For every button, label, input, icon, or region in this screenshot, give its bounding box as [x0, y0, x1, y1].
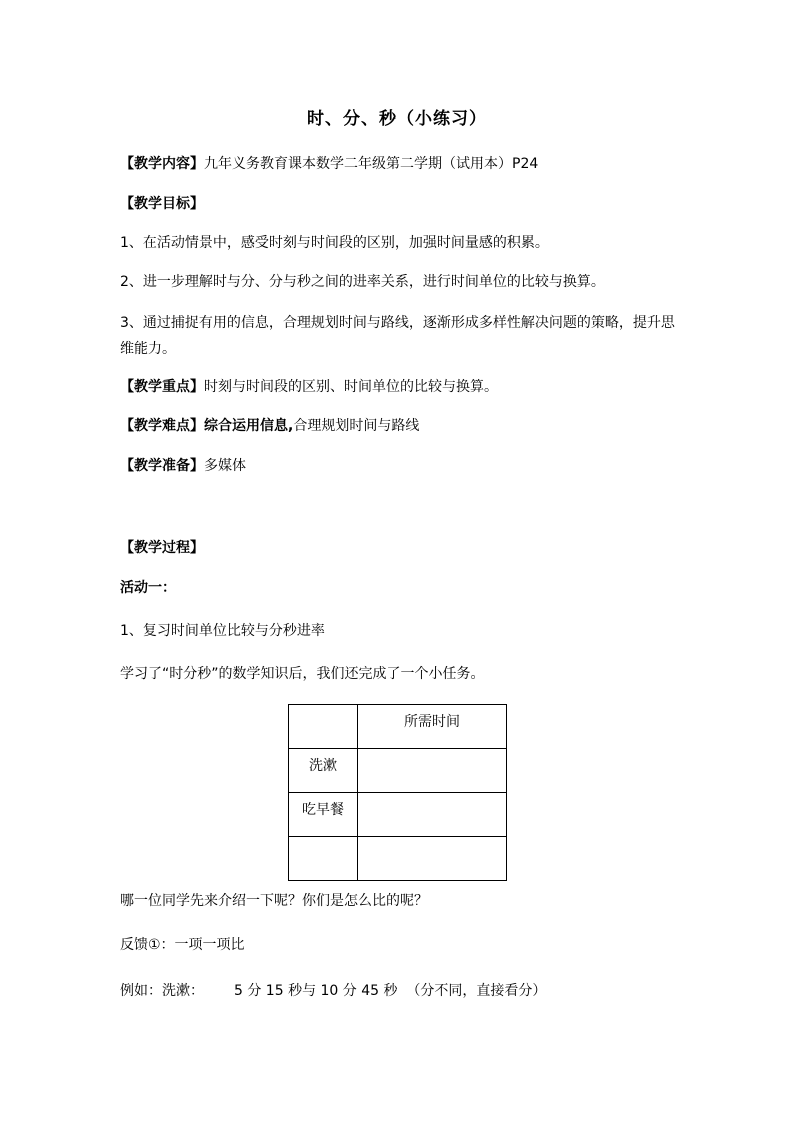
preparation-line — [120, 454, 680, 479]
table-header-row — [289, 705, 507, 749]
difficulty-label: 【教学难点】 — [120, 418, 204, 434]
table-row — [289, 837, 507, 881]
difficulty-bold-text: 综合运用信息, — [204, 418, 294, 434]
goal-item-1: 1、在活动情景中，感受时刻与时间段的区别，加强时间量感的积累。 — [120, 235, 549, 251]
step-1: 1、复习时间单位比较与分秒进率 — [120, 623, 325, 639]
table-cell — [358, 793, 507, 837]
preparation-label: 【教学准备】 — [120, 458, 204, 474]
process-label: 【教学过程】 — [120, 540, 204, 556]
teaching-content-line — [120, 152, 680, 177]
teaching-goals-label: 【教学目标】 — [120, 196, 204, 212]
table-row — [289, 749, 507, 793]
key-points-label: 【教学重点】 — [120, 379, 204, 395]
preparation-text: 多媒体 — [204, 458, 246, 474]
goal-item-2: 2、进一步理解时与分、分与秒之间的进率关系，进行时间单位的比较与换算。 — [120, 274, 605, 290]
question-text: 哪一位同学先来介绍一下呢？你们是怎么比的呢？ — [120, 893, 428, 909]
example-line — [120, 979, 680, 1004]
teaching-content-text: 九年义务教育课本数学二年级第二学期（试用本）P24 — [204, 156, 539, 172]
intro-text: 学习了“时分秒”的数学知识后，我们还完成了一个小任务。 — [120, 666, 485, 682]
example-compare: 5 分 15 秒与 10 分 45 秒 — [234, 983, 398, 999]
table-header-cell — [289, 705, 358, 749]
teaching-goals-heading — [120, 192, 680, 217]
table-cell: 吃早餐 — [289, 793, 358, 837]
process-heading — [120, 536, 680, 561]
table-cell — [358, 749, 507, 793]
example-note: （分不同，直接看分） — [406, 983, 547, 999]
teaching-content-label: 【教学内容】 — [120, 156, 204, 172]
feedback-text: 反馈①：一项一项比 — [120, 937, 245, 953]
table-row — [289, 793, 507, 837]
goal-item-3: 3、通过捕捉有用的信息，合理规划时间与路线，逐渐形成多样性解决问题的策略，提升思维能力。 — [120, 315, 675, 357]
table-cell — [289, 837, 358, 881]
activity-heading: 活动一： — [120, 580, 176, 596]
table-cell — [358, 837, 507, 881]
key-points-line — [120, 375, 680, 400]
difficulty-line — [120, 414, 680, 439]
difficulty-text: 合理规划时间与路线 — [293, 418, 420, 434]
table-header-cell: 所需时间 — [358, 705, 507, 749]
key-points-text: 时刻与时间段的区别、时间单位的比较与换算。 — [204, 379, 498, 395]
example-prefix: 例如：洗漱： — [120, 983, 204, 999]
time-table — [288, 704, 507, 881]
document-title: 时、分、秒（小练习） — [307, 109, 487, 129]
table-cell: 洗漱 — [289, 749, 358, 793]
